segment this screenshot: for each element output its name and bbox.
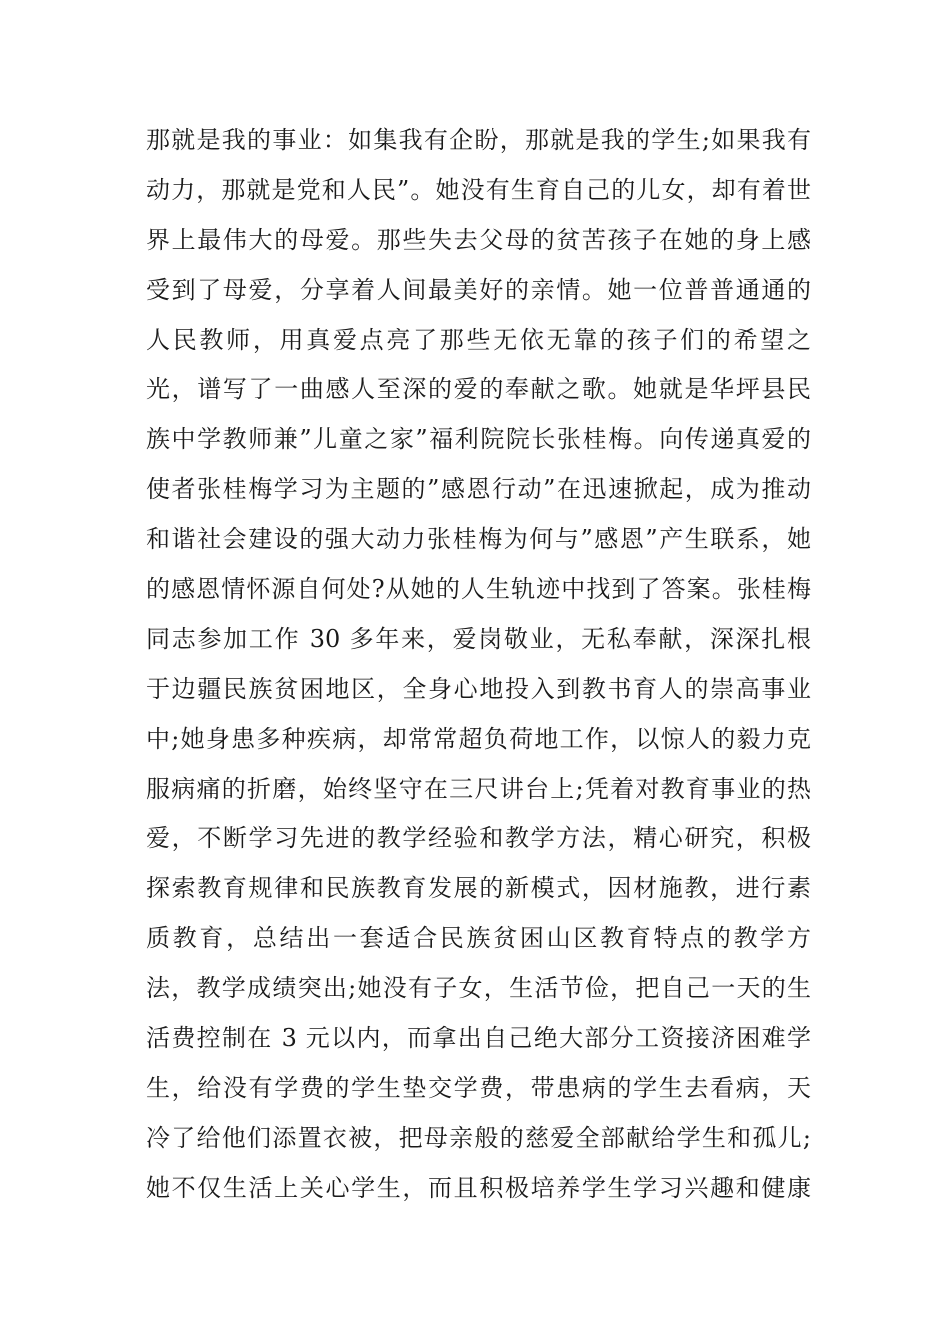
text-line: 使者张桂梅学习为主题的”感恩行动”在迅速掀起，成为推动 [146, 475, 811, 504]
text-line: 界上最伟大的母爱。那些失去父母的贫苦孩子在她的身上感 [146, 225, 811, 254]
text-line: 动力，那就是党和人民”。她没有生育自己的儿女，却有着世 [146, 175, 811, 204]
text-line: 的感恩情怀源自何处?从她的人生轨迹中找到了答案。张桂梅 [146, 575, 811, 604]
text-line: 冷了给他们添置衣被，把母亲般的慈爱全部献给学生和孤儿; [146, 1123, 811, 1152]
text-line: 于边疆民族贫困地区，全身心地投入到教书育人的崇高事业 [146, 674, 811, 703]
text-line: 那就是我的事业：如集我有企盼，那就是我的学生;如果我有 [146, 126, 811, 154]
text-line: 活费控制在 3 元以内，而拿出自己绝大部分工资接济困难学 [146, 1024, 811, 1053]
text-line: 光，谱写了一曲感人至深的爱的奉献之歌。她就是华坪县民 [146, 375, 811, 404]
text-line: 质教育，总结出一套适合民族贫困山区教育特点的教学方 [146, 924, 811, 953]
text-line: 同志参加工作 30 多年来，爱岗敬业，无私奉献，深深扎根 [146, 624, 811, 653]
text-line: 生，给没有学费的学生垫交学费，带患病的学生去看病，天 [146, 1073, 811, 1102]
text-line: 中;她身患多种疾病，却常常超负荷地工作，以惊人的毅力克 [146, 724, 811, 753]
text-line: 爱，不断学习先进的教学经验和教学方法，精心研究，积极 [146, 824, 811, 853]
body-text [146, 116, 811, 1214]
text-line: 和谐社会建设的强大动力张桂梅为何与”感恩”产生联系，她 [146, 525, 811, 554]
text-line: 服病痛的折磨，始终坚守在三尺讲台上;凭着对教育事业的热 [146, 774, 811, 803]
text-line: 探索教育规律和民族教育发展的新模式，因材施教，进行素 [146, 874, 811, 903]
text-line: 法，教学成绩突出;她没有子女，生活节俭，把自己一天的生 [146, 974, 811, 1003]
text-line: 受到了母爱，分享着人间最美好的亲情。她一位普普通通的 [146, 275, 811, 304]
text-line: 人民教师，用真爱点亮了那些无依无靠的孩子们的希望之 [146, 325, 811, 354]
text-line: 她不仅生活上关心学生，而且积极培养学生学习兴趣和健康 [146, 1173, 811, 1202]
text-line: 族中学教师兼”儿童之家”福利院院长张桂梅。向传递真爱的 [146, 425, 811, 454]
